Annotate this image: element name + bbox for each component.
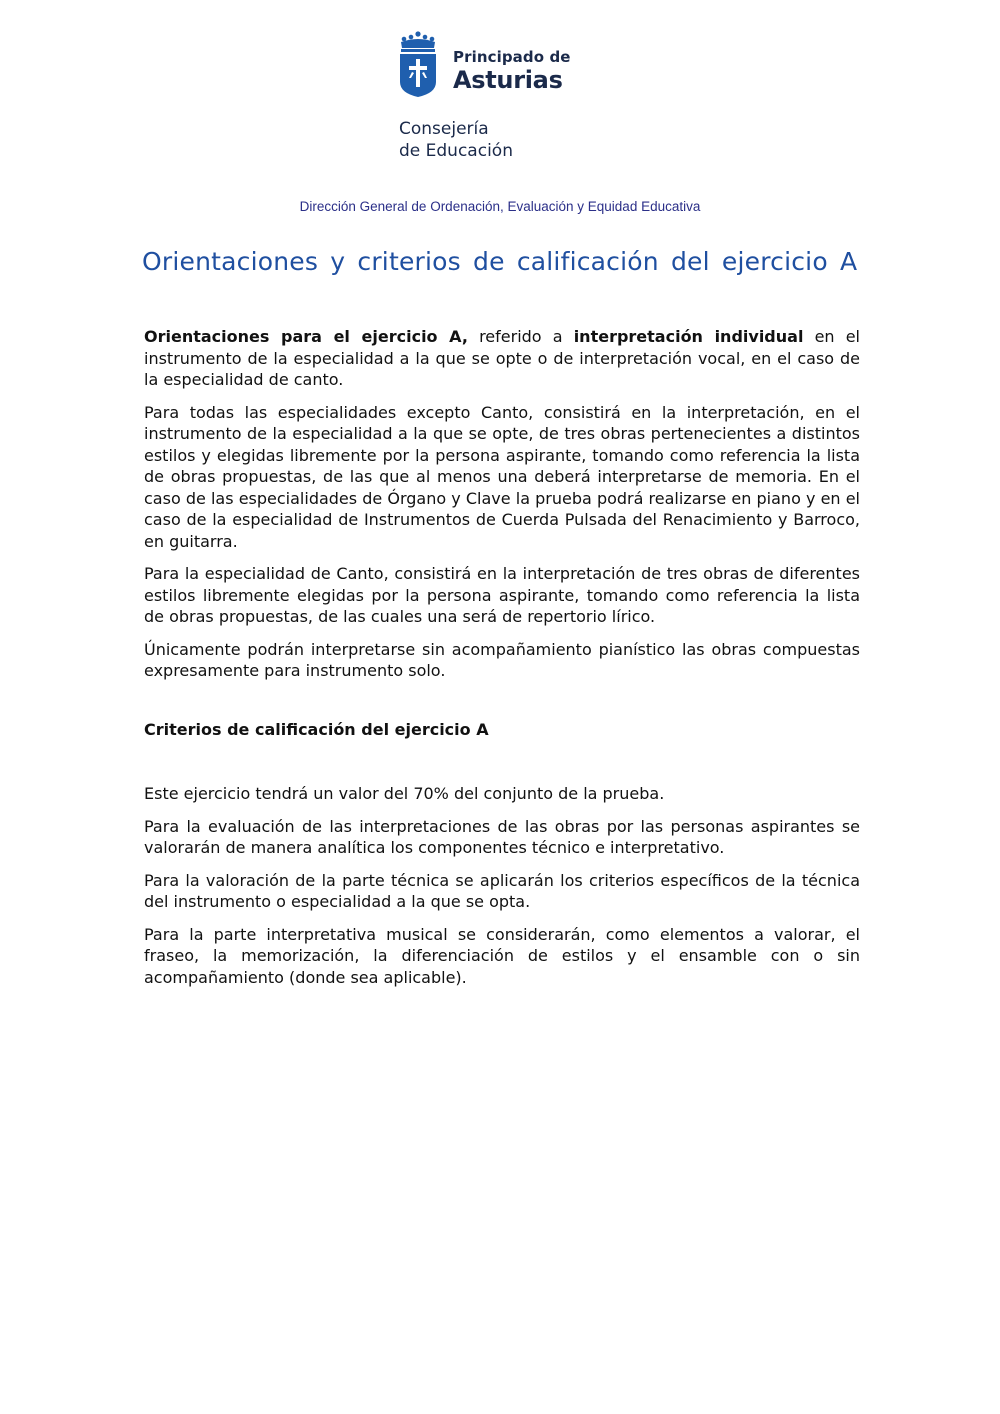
criterios-section	[144, 783, 860, 999]
orientaciones-section	[144, 326, 860, 693]
logo-line-principado: Principado de	[453, 48, 571, 66]
dept-line-educacion: de Educación	[399, 141, 513, 161]
criterios-paragraph: Para la valoración de la parte técnica se aplicarán los criterios específicos de la técnica del instrumento o especialidad a la que se opta.	[144, 870, 860, 911]
principado-logo	[398, 30, 598, 100]
criterios-paragraph: Este ejercicio tendrá un valor del 70% del conjunto de la prueba.	[144, 784, 665, 803]
orientaciones-paragraph: Únicamente podrán interpretarse sin acompañamiento pianístico las obras compuestas expresamente para instrumento solo.	[144, 639, 860, 680]
logo-wordmark	[453, 50, 571, 92]
criterios-paragraph: Para la parte interpretativa musical se considerarán, como elementos a valorar, el fraseo, la memorización, la diferenciación de estilos y el ensamble con o sin acompañamiento (donde sea aplicable).	[144, 924, 860, 987]
criterios-paragraph: Para la evaluación de las interpretaciones de las obras por las personas aspirantes se valorarán de manera analítica los componentes técnico e interpretativo.	[144, 816, 860, 857]
criterios-heading: Criterios de calificación del ejercicio A	[144, 720, 489, 739]
department-name	[399, 118, 513, 162]
general-directorate: Dirección General de Ordenación, Evaluación y Equidad Educativa	[299, 199, 701, 214]
logo-line-asturias: Asturias	[453, 66, 563, 94]
orientaciones-paragraph: Para la especialidad de Canto, consistirá en la interpretación de tres obras de diferentes estilos libremente elegidas por la persona aspirante, tomando como referencia la lista de obras propuestas, de las cuales una será de repertorio lírico.	[144, 564, 860, 626]
dept-line-consejeria: Consejería	[399, 119, 489, 139]
intro-bold-2: interpretación individual	[573, 327, 804, 346]
page-title: Orientaciones y criterios de calificación del ejercicio A	[142, 247, 858, 276]
intro-text-2: en el instrumento de la especialidad a la que se opte o de interpretación vocal, en el caso de la especialidad de canto.	[144, 327, 860, 389]
orientaciones-paragraph: Para todas las especialidades excepto Canto, consistirá en la interpretación, en el instrumento de la especialidad a la que se opte, de tres obras pertenecientes a distintos estilos y elegidas libremente por la persona aspirante, tomando como referencia la lista de obras propuestas, de las que al menos una deberá interpretarse de memoria. En el caso de las especialidades de Órgano y Clave la prueba podrá realizarse en piano y en el caso de la especialidad de Instrumentos de Cuerda Pulsada del Renacimiento y Barroco, en guitarra.	[144, 402, 860, 551]
intro-text-1: referido a	[467, 327, 574, 346]
coat-of-arms-icon	[398, 30, 438, 98]
intro-bold-1: Orientaciones para el ejercicio A,	[144, 327, 468, 346]
orientaciones-intro	[144, 326, 860, 391]
